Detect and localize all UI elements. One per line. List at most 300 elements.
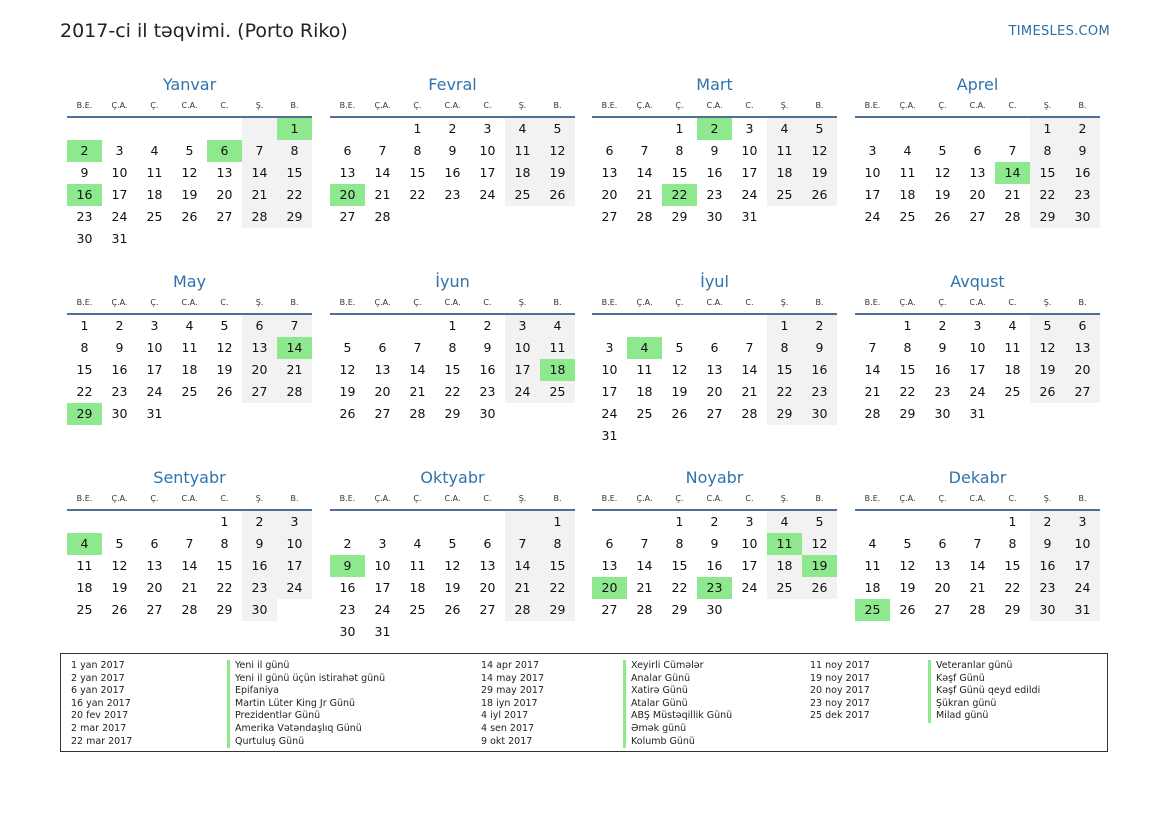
day-cell: 26 (934, 209, 951, 224)
holiday-day-cell: 18 (540, 359, 575, 381)
day-grid (855, 315, 1100, 425)
day-cell: 6 (150, 536, 159, 551)
day-cell: 8 (675, 143, 684, 158)
day-cell: 27 (216, 209, 233, 224)
day-cell: 30 (706, 602, 723, 617)
holiday-date: 29 may 2017 (481, 685, 545, 697)
empty-cell (172, 511, 207, 533)
day-cell: 15 (1004, 558, 1021, 573)
weekday-label: Ş. (1043, 494, 1052, 503)
day-cell: 13 (601, 558, 618, 573)
weekday-label: C. (745, 494, 754, 503)
day-cell: 28 (864, 406, 881, 421)
holiday-date: 14 may 2017 (481, 672, 545, 684)
day-cell: 3 (378, 536, 387, 551)
weekday-header (592, 295, 837, 315)
day-cell: 5 (903, 536, 912, 551)
empty-cell (137, 118, 172, 140)
day-cell: 21 (374, 187, 391, 202)
day-cell: 24 (146, 384, 163, 399)
day-cell: 9 (115, 340, 124, 355)
weekday-label: B. (1078, 298, 1087, 307)
weekday-header (855, 295, 1100, 315)
month-4 (855, 72, 1100, 228)
empty-cell (592, 315, 627, 337)
day-cell: 8 (675, 536, 684, 551)
day-cell: 19 (339, 384, 356, 399)
day-cell: 20 (479, 580, 496, 595)
empty-cell (697, 315, 732, 337)
day-cell: 16 (1065, 162, 1100, 184)
empty-cell (242, 118, 277, 140)
day-cell: 27 (242, 381, 277, 403)
day-cell: 4 (413, 536, 422, 551)
day-cell: 4 (767, 118, 802, 140)
empty-cell (435, 511, 470, 533)
day-cell: 22 (444, 384, 461, 399)
weekday-label: B.E. (339, 101, 356, 110)
day-cell: 16 (802, 359, 837, 381)
day-cell: 12 (111, 558, 128, 573)
day-cell: 29 (899, 406, 916, 421)
holiday-name: Martin Lüter King Jr Günü (235, 697, 356, 709)
weekday-label: B.E. (864, 494, 881, 503)
weekday-label: Ç. (413, 101, 422, 110)
month-3 (592, 72, 837, 228)
month-title: Oktyabr (420, 468, 485, 487)
day-cell: 25 (899, 209, 916, 224)
weekday-label: C. (1008, 101, 1017, 110)
day-cell: 3 (868, 143, 877, 158)
weekday-label: C. (483, 494, 492, 503)
day-cell: 8 (903, 340, 912, 355)
day-cell: 30 (934, 406, 951, 421)
weekday-header (855, 98, 1100, 118)
holidays-list (60, 653, 1108, 752)
day-cell: 10 (864, 165, 881, 180)
weekday-label: B.E. (76, 494, 93, 503)
empty-cell (400, 511, 435, 533)
day-cell: 5 (343, 340, 352, 355)
holiday-name: Epifaniya (235, 685, 279, 697)
day-cell: 7 (868, 340, 877, 355)
day-cell: 18 (636, 384, 653, 399)
month-title: Yanvar (162, 75, 217, 94)
weekday-label: Ş. (1043, 298, 1052, 307)
empty-cell (855, 118, 890, 140)
day-cell: 8 (413, 143, 422, 158)
day-cell: 28 (636, 602, 653, 617)
day-cell: 12 (216, 340, 233, 355)
weekday-label: B.E. (864, 298, 881, 307)
day-cell: 24 (111, 209, 128, 224)
weekday-label: Ç.A. (636, 494, 653, 503)
day-cell: 24 (505, 381, 540, 403)
day-cell: 15 (409, 165, 426, 180)
holiday-name: Veteranlar günü (936, 660, 1013, 671)
day-cell: 1 (675, 121, 684, 136)
day-cell: 30 (706, 209, 723, 224)
day-cell: 14 (969, 558, 986, 573)
day-cell: 25 (540, 381, 575, 403)
day-cell: 4 (185, 318, 194, 333)
day-cell: 19 (216, 362, 233, 377)
day-cell: 8 (448, 340, 457, 355)
empty-cell (330, 315, 365, 337)
day-grid (67, 118, 312, 250)
weekday-label: C. (220, 298, 229, 307)
day-cell: 8 (1030, 140, 1065, 162)
month-title: Aprel (956, 75, 999, 94)
day-cell: 13 (216, 165, 233, 180)
day-cell: 10 (505, 337, 540, 359)
day-cell: 25 (76, 602, 93, 617)
day-cell: 9 (802, 337, 837, 359)
holiday-day-cell: 1 (277, 118, 312, 140)
day-cell: 27 (934, 602, 951, 617)
weekday-header (330, 491, 575, 511)
day-cell: 17 (969, 362, 986, 377)
weekday-label: B. (290, 101, 299, 110)
holiday-day-cell: 14 (277, 337, 312, 359)
day-cell: 14 (374, 165, 391, 180)
weekday-header (330, 98, 575, 118)
day-cell: 17 (1065, 555, 1100, 577)
weekday-label: C.A. (444, 298, 461, 307)
day-cell: 15 (216, 558, 233, 573)
day-cell: 26 (671, 406, 688, 421)
day-cell: 10 (741, 536, 758, 551)
day-cell: 18 (76, 580, 93, 595)
empty-cell (67, 511, 102, 533)
month-title: May (172, 272, 207, 291)
holiday-date: 16 yan 2017 (71, 697, 131, 709)
day-cell: 4 (1008, 318, 1017, 333)
day-cell: 30 (111, 406, 128, 421)
day-cell: 12 (540, 140, 575, 162)
weekday-label: C.A. (706, 101, 723, 110)
day-cell: 28 (181, 602, 198, 617)
empty-cell (890, 511, 925, 533)
day-cell: 8 (1008, 536, 1017, 551)
day-cell: 4 (150, 143, 159, 158)
holiday-name: Yeni il günü (235, 660, 290, 671)
day-cell: 25 (505, 184, 540, 206)
day-cell: 19 (899, 580, 916, 595)
empty-cell (995, 118, 1030, 140)
day-cell: 19 (540, 162, 575, 184)
weekday-label: B.E. (339, 494, 356, 503)
day-cell: 3 (115, 143, 124, 158)
day-cell: 24 (601, 406, 618, 421)
weekday-label: Ç.A. (899, 494, 916, 503)
day-cell: 23 (802, 381, 837, 403)
day-cell: 2 (710, 514, 719, 529)
empty-cell (627, 315, 662, 337)
day-cell: 27 (969, 209, 986, 224)
empty-cell (365, 511, 400, 533)
empty-cell (400, 315, 435, 337)
day-cell: 12 (934, 165, 951, 180)
weekday-label: Ç.A. (374, 494, 391, 503)
day-cell: 11 (864, 558, 881, 573)
holiday-date: 4 iyl 2017 (481, 710, 529, 722)
day-cell: 24 (479, 187, 496, 202)
day-cell: 29 (216, 602, 233, 617)
day-cell: 14 (181, 558, 198, 573)
weekday-label: Ç. (675, 494, 684, 503)
day-cell: 30 (76, 231, 93, 246)
day-cell: 9 (938, 340, 947, 355)
day-cell: 25 (636, 406, 653, 421)
day-cell: 28 (409, 406, 426, 421)
day-cell: 10 (1065, 533, 1100, 555)
empty-cell (137, 511, 172, 533)
brand-link[interactable]: TIMESLES.COM (1008, 24, 1110, 39)
day-cell: 3 (277, 511, 312, 533)
day-cell: 15 (277, 162, 312, 184)
day-cell: 26 (111, 602, 128, 617)
day-cell: 24 (277, 577, 312, 599)
day-cell: 2 (1065, 118, 1100, 140)
holiday-name: Kəşf Günü (936, 672, 985, 684)
day-cell: 2 (343, 536, 352, 551)
weekday-label: Ş. (1043, 101, 1052, 110)
day-cell: 3 (745, 514, 754, 529)
day-cell: 26 (802, 577, 837, 599)
day-cell: 30 (242, 599, 277, 621)
weekday-label: Ç.A. (899, 101, 916, 110)
day-cell: 1 (80, 318, 89, 333)
holiday-name: Prezidentlər Günü (235, 710, 321, 722)
day-cell: 12 (181, 165, 198, 180)
holiday-date: 20 noy 2017 (810, 685, 870, 697)
weekday-label: C.A. (444, 494, 461, 503)
day-cell: 11 (409, 558, 426, 573)
empty-cell (365, 118, 400, 140)
month-6 (330, 269, 575, 425)
day-cell: 22 (1004, 580, 1021, 595)
day-cell: 16 (111, 362, 128, 377)
day-cell: 23 (479, 384, 496, 399)
day-cell: 6 (242, 315, 277, 337)
day-cell: 15 (671, 558, 688, 573)
day-cell: 12 (339, 362, 356, 377)
day-cell: 5 (540, 118, 575, 140)
day-cell: 14 (864, 362, 881, 377)
weekday-label: C. (745, 298, 754, 307)
day-cell: 1 (675, 514, 684, 529)
weekday-label: Ç. (150, 101, 159, 110)
weekday-label: B. (815, 494, 824, 503)
day-cell: 6 (378, 340, 387, 355)
day-grid (855, 511, 1100, 621)
day-cell: 28 (1004, 209, 1021, 224)
day-cell: 18 (409, 580, 426, 595)
holiday-date: 18 iyn 2017 (481, 697, 538, 709)
day-cell: 2 (802, 315, 837, 337)
empty-cell (627, 511, 662, 533)
day-cell: 24 (969, 384, 986, 399)
day-cell: 10 (111, 165, 128, 180)
empty-cell (592, 511, 627, 533)
holiday-dates-col-2 (481, 660, 544, 748)
weekday-label: B.E. (76, 101, 93, 110)
month-9 (67, 465, 312, 621)
day-cell: 23 (706, 187, 723, 202)
weekday-label: Ş. (518, 298, 527, 307)
empty-cell (365, 315, 400, 337)
day-cell: 3 (505, 315, 540, 337)
day-cell: 21 (969, 580, 986, 595)
day-cell: 3 (150, 318, 159, 333)
day-cell: 24 (1065, 577, 1100, 599)
holiday-day-cell: 4 (627, 337, 662, 359)
empty-cell (890, 118, 925, 140)
day-cell: 1 (1008, 514, 1017, 529)
day-cell: 23 (76, 209, 93, 224)
day-grid (330, 118, 575, 228)
day-cell: 17 (479, 165, 496, 180)
day-cell: 4 (505, 118, 540, 140)
holiday-date: 6 yan 2017 (71, 685, 125, 697)
day-cell: 22 (767, 381, 802, 403)
empty-cell (102, 118, 137, 140)
month-10 (330, 465, 575, 643)
day-grid (592, 118, 837, 228)
month-title: Mart (696, 75, 733, 94)
day-cell: 17 (146, 362, 163, 377)
day-cell: 19 (934, 187, 951, 202)
day-cell: 24 (741, 580, 758, 595)
day-cell: 9 (80, 165, 89, 180)
holiday-name: Qurtuluş Günü (235, 735, 305, 747)
day-cell: 5 (448, 536, 457, 551)
holiday-day-cell: 20 (330, 184, 365, 206)
day-cell: 28 (741, 406, 758, 421)
day-cell: 19 (802, 162, 837, 184)
day-cell: 17 (505, 359, 540, 381)
day-grid (67, 315, 312, 425)
day-cell: 16 (934, 362, 951, 377)
day-cell: 21 (864, 384, 881, 399)
day-cell: 3 (745, 121, 754, 136)
day-cell: 18 (181, 362, 198, 377)
holiday-day-cell: 2 (67, 140, 102, 162)
day-cell: 25 (181, 384, 198, 399)
holiday-name: Milad günü (936, 710, 989, 722)
empty-cell (505, 511, 540, 533)
weekday-label: C.A. (969, 494, 986, 503)
day-cell: 16 (479, 362, 496, 377)
holiday-date: 4 sen 2017 (481, 722, 535, 734)
weekday-label: C. (1008, 494, 1017, 503)
weekday-label: Ç. (675, 101, 684, 110)
day-cell: 14 (636, 165, 653, 180)
day-cell: 24 (374, 602, 391, 617)
day-cell: 21 (277, 359, 312, 381)
day-cell: 7 (640, 536, 649, 551)
weekday-label: B. (553, 494, 562, 503)
month-title: Noyabr (685, 468, 744, 487)
day-cell: 6 (605, 143, 614, 158)
weekday-label: C.A. (706, 298, 723, 307)
day-cell: 21 (181, 580, 198, 595)
day-cell: 31 (741, 209, 758, 224)
day-cell: 8 (540, 533, 575, 555)
day-cell: 4 (903, 143, 912, 158)
day-cell: 21 (636, 580, 653, 595)
day-cell: 13 (242, 337, 277, 359)
empty-cell (732, 315, 767, 337)
day-cell: 14 (505, 555, 540, 577)
weekday-label: C. (220, 101, 229, 110)
holiday-date: 19 noy 2017 (810, 672, 870, 684)
empty-cell (855, 315, 890, 337)
day-cell: 5 (1030, 315, 1065, 337)
day-cell: 10 (277, 533, 312, 555)
day-cell: 18 (505, 162, 540, 184)
empty-cell (627, 118, 662, 140)
day-cell: 13 (969, 165, 986, 180)
holiday-dates-col-3 (810, 660, 870, 723)
holiday-names-col-1 (227, 660, 385, 748)
day-cell: 11 (146, 165, 163, 180)
day-cell: 11 (636, 362, 653, 377)
weekday-label: B. (815, 101, 824, 110)
day-cell: 3 (605, 340, 614, 355)
day-cell: 30 (1065, 206, 1100, 228)
day-cell: 28 (242, 206, 277, 228)
day-cell: 2 (483, 318, 492, 333)
day-cell: 29 (767, 403, 802, 425)
weekday-label: C. (483, 298, 492, 307)
day-cell: 13 (146, 558, 163, 573)
day-cell: 29 (671, 209, 688, 224)
month-5 (67, 269, 312, 425)
weekday-label: Ş. (518, 101, 527, 110)
day-cell: 10 (601, 362, 618, 377)
holiday-date: 20 fev 2017 (71, 710, 129, 722)
weekday-label: B.E. (601, 494, 618, 503)
weekday-label: C.A. (181, 494, 198, 503)
weekday-label: Ş. (780, 101, 789, 110)
day-cell: 13 (479, 558, 496, 573)
day-cell: 15 (671, 165, 688, 180)
day-cell: 11 (76, 558, 93, 573)
holiday-day-cell: 11 (767, 533, 802, 555)
day-cell: 17 (741, 165, 758, 180)
holiday-date: 1 yan 2017 (71, 660, 125, 671)
holiday-day-cell: 19 (802, 555, 837, 577)
month-title: İyun (435, 272, 470, 291)
empty-cell (592, 118, 627, 140)
day-cell: 23 (1065, 184, 1100, 206)
day-cell: 13 (339, 165, 356, 180)
weekday-label: B.E. (864, 101, 881, 110)
day-cell: 12 (899, 558, 916, 573)
day-cell: 7 (378, 143, 387, 158)
day-cell: 12 (1030, 337, 1065, 359)
weekday-label: Ş. (780, 494, 789, 503)
day-cell: 26 (181, 209, 198, 224)
empty-cell (960, 118, 995, 140)
day-cell: 3 (973, 318, 982, 333)
day-cell: 7 (640, 143, 649, 158)
day-cell: 23 (242, 577, 277, 599)
holiday-day-cell: 6 (207, 140, 242, 162)
holiday-date: 25 dek 2017 (810, 710, 870, 722)
